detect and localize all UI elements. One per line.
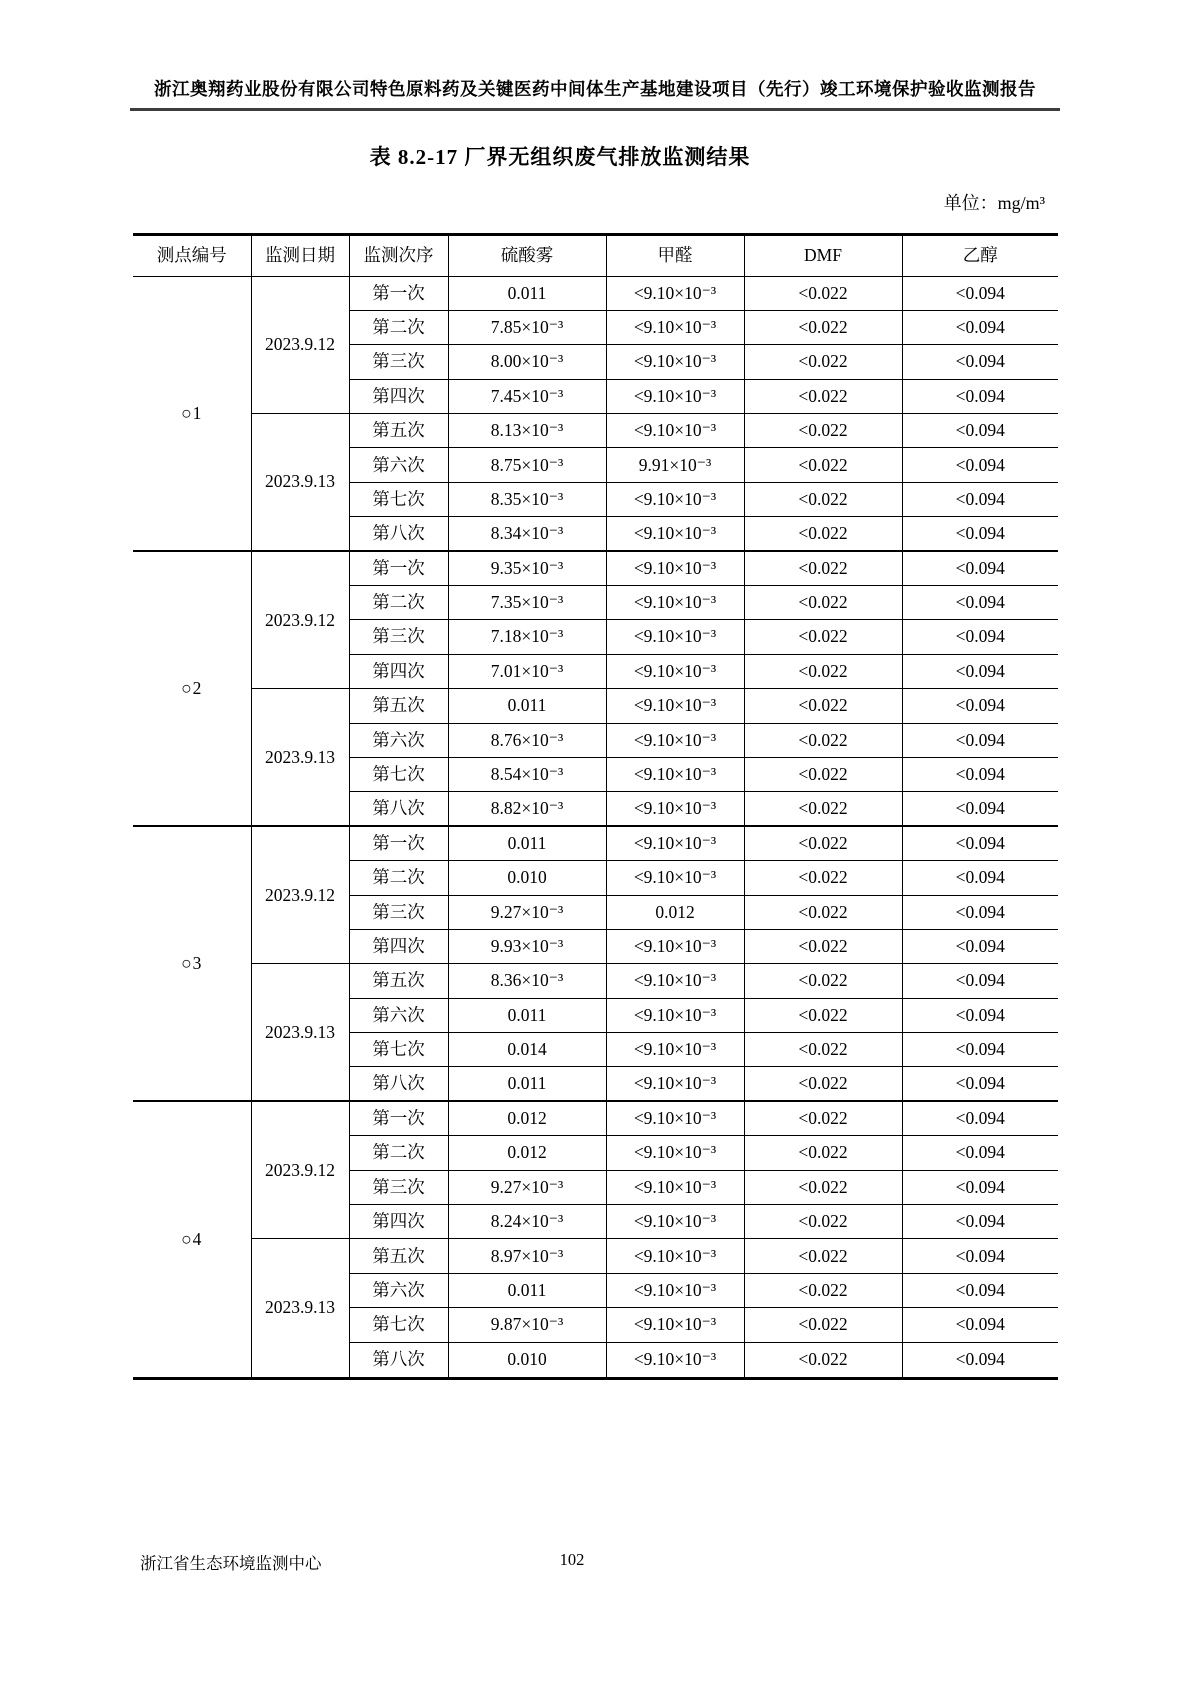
sequence-label: 第三次 <box>349 895 448 929</box>
table-row <box>133 1239 1058 1273</box>
value-dmf: <0.022 <box>744 1239 902 1273</box>
value-formaldehyde: <9.10×10⁻³ <box>606 757 744 791</box>
value-ethanol: <0.094 <box>902 517 1058 551</box>
table-row <box>133 1101 1058 1135</box>
value-ethanol: <0.094 <box>902 276 1058 310</box>
value-formaldehyde: <9.10×10⁻³ <box>606 1033 744 1067</box>
value-dmf: <0.022 <box>744 517 902 551</box>
sequence-label: 第七次 <box>349 482 448 516</box>
monitoring-date: 2023.9.13 <box>251 964 349 1102</box>
value-sulfuric-acid-mist: 8.97×10⁻³ <box>448 1239 606 1273</box>
col-header-date: 监测日期 <box>251 236 349 276</box>
monitoring-point: ○4 <box>133 1101 251 1376</box>
value-formaldehyde: <9.10×10⁻³ <box>606 1136 744 1170</box>
value-ethanol: <0.094 <box>902 414 1058 448</box>
value-ethanol: <0.094 <box>902 1136 1058 1170</box>
value-formaldehyde: <9.10×10⁻³ <box>606 1067 744 1101</box>
monitoring-date: 2023.9.13 <box>251 414 349 552</box>
sequence-label: 第六次 <box>349 998 448 1032</box>
sequence-label: 第五次 <box>349 964 448 998</box>
table-row <box>133 689 1058 723</box>
value-dmf: <0.022 <box>744 414 902 448</box>
value-ethanol: <0.094 <box>902 1101 1058 1135</box>
value-dmf: <0.022 <box>744 1101 902 1135</box>
value-formaldehyde: <9.10×10⁻³ <box>606 586 744 620</box>
table-row <box>133 551 1058 585</box>
unit-label: 单位：mg/m³ <box>943 193 1045 213</box>
value-formaldehyde: <9.10×10⁻³ <box>606 654 744 688</box>
table-body <box>133 276 1058 1377</box>
value-ethanol: <0.094 <box>902 1205 1058 1239</box>
sequence-label: 第八次 <box>349 792 448 826</box>
value-dmf: <0.022 <box>744 1170 902 1204</box>
sequence-label: 第七次 <box>349 1308 448 1342</box>
monitoring-date: 2023.9.12 <box>251 551 349 689</box>
value-sulfuric-acid-mist: 0.010 <box>448 1342 606 1376</box>
page-number: 102 <box>559 1550 585 1569</box>
value-ethanol: <0.094 <box>902 586 1058 620</box>
value-sulfuric-acid-mist: 9.27×10⁻³ <box>448 1170 606 1204</box>
value-formaldehyde: <9.10×10⁻³ <box>606 723 744 757</box>
value-dmf: <0.022 <box>744 345 902 379</box>
value-sulfuric-acid-mist: 8.75×10⁻³ <box>448 448 606 482</box>
value-formaldehyde: <9.10×10⁻³ <box>606 517 744 551</box>
sequence-label: 第五次 <box>349 1239 448 1273</box>
value-formaldehyde: <9.10×10⁻³ <box>606 1342 744 1376</box>
value-sulfuric-acid-mist: 7.18×10⁻³ <box>448 620 606 654</box>
sequence-label: 第七次 <box>349 757 448 791</box>
value-dmf: <0.022 <box>744 929 902 963</box>
sequence-label: 第六次 <box>349 448 448 482</box>
sequence-label: 第八次 <box>349 517 448 551</box>
value-ethanol: <0.094 <box>902 826 1058 860</box>
value-sulfuric-acid-mist: 9.27×10⁻³ <box>448 895 606 929</box>
value-ethanol: <0.094 <box>902 620 1058 654</box>
value-dmf: <0.022 <box>744 1308 902 1342</box>
col-header-point: 测点编号 <box>133 236 251 276</box>
value-dmf: <0.022 <box>744 482 902 516</box>
value-dmf: <0.022 <box>744 620 902 654</box>
value-sulfuric-acid-mist: 8.76×10⁻³ <box>448 723 606 757</box>
value-dmf: <0.022 <box>744 1342 902 1376</box>
value-sulfuric-acid-mist: 0.010 <box>448 861 606 895</box>
sequence-label: 第一次 <box>349 276 448 310</box>
sequence-label: 第六次 <box>349 1273 448 1307</box>
value-formaldehyde: <9.10×10⁻³ <box>606 1273 744 1307</box>
value-ethanol: <0.094 <box>902 964 1058 998</box>
value-formaldehyde: <9.10×10⁻³ <box>606 620 744 654</box>
value-formaldehyde: <9.10×10⁻³ <box>606 345 744 379</box>
value-formaldehyde: <9.10×10⁻³ <box>606 1239 744 1273</box>
value-sulfuric-acid-mist: 8.24×10⁻³ <box>448 1205 606 1239</box>
monitoring-date: 2023.9.13 <box>251 689 349 827</box>
value-ethanol: <0.094 <box>902 757 1058 791</box>
sequence-label: 第四次 <box>349 1205 448 1239</box>
sequence-label: 第四次 <box>349 654 448 688</box>
value-ethanol: <0.094 <box>902 895 1058 929</box>
value-ethanol: <0.094 <box>902 1170 1058 1204</box>
value-sulfuric-acid-mist: 7.85×10⁻³ <box>448 310 606 344</box>
sequence-label: 第三次 <box>349 620 448 654</box>
value-formaldehyde: <9.10×10⁻³ <box>606 792 744 826</box>
value-ethanol: <0.094 <box>902 998 1058 1032</box>
value-formaldehyde: <9.10×10⁻³ <box>606 1170 744 1204</box>
value-dmf: <0.022 <box>744 551 902 585</box>
value-dmf: <0.022 <box>744 1205 902 1239</box>
monitoring-point: ○3 <box>133 826 251 1101</box>
value-sulfuric-acid-mist: 9.87×10⁻³ <box>448 1308 606 1342</box>
table-row <box>133 276 1058 310</box>
value-formaldehyde: <9.10×10⁻³ <box>606 276 744 310</box>
value-ethanol: <0.094 <box>902 551 1058 585</box>
value-formaldehyde: 9.91×10⁻³ <box>606 448 744 482</box>
sequence-label: 第八次 <box>349 1342 448 1376</box>
value-dmf: <0.022 <box>744 276 902 310</box>
value-sulfuric-acid-mist: 0.011 <box>448 1273 606 1307</box>
table-row <box>133 414 1058 448</box>
value-sulfuric-acid-mist: 8.82×10⁻³ <box>448 792 606 826</box>
value-sulfuric-acid-mist: 0.011 <box>448 1067 606 1101</box>
col-header-ethanol: 乙醇 <box>902 236 1058 276</box>
value-dmf: <0.022 <box>744 1067 902 1101</box>
value-ethanol: <0.094 <box>902 482 1058 516</box>
value-sulfuric-acid-mist: 0.012 <box>448 1136 606 1170</box>
page-title: 表 8.2-17 厂界无组织废气排放监测结果 <box>369 145 751 169</box>
value-sulfuric-acid-mist: 8.36×10⁻³ <box>448 964 606 998</box>
monitoring-table <box>133 236 1058 1377</box>
col-header-formaldehyde: 甲醛 <box>606 236 744 276</box>
value-dmf: <0.022 <box>744 895 902 929</box>
value-ethanol: <0.094 <box>902 1342 1058 1376</box>
sequence-label: 第一次 <box>349 826 448 860</box>
table-row <box>133 964 1058 998</box>
value-ethanol: <0.094 <box>902 1273 1058 1307</box>
col-header-dmf: DMF <box>744 236 902 276</box>
value-formaldehyde: <9.10×10⁻³ <box>606 1205 744 1239</box>
monitoring-date: 2023.9.12 <box>251 1101 349 1239</box>
value-formaldehyde: <9.10×10⁻³ <box>606 482 744 516</box>
monitoring-date: 2023.9.12 <box>251 276 349 414</box>
table-header-row <box>133 236 1058 276</box>
value-formaldehyde: <9.10×10⁻³ <box>606 551 744 585</box>
value-formaldehyde: <9.10×10⁻³ <box>606 929 744 963</box>
value-ethanol: <0.094 <box>902 1033 1058 1067</box>
header-rule <box>130 108 1060 111</box>
value-dmf: <0.022 <box>744 310 902 344</box>
sequence-label: 第八次 <box>349 1067 448 1101</box>
value-ethanol: <0.094 <box>902 723 1058 757</box>
value-dmf: <0.022 <box>744 379 902 413</box>
value-ethanol: <0.094 <box>902 1308 1058 1342</box>
value-sulfuric-acid-mist: 7.45×10⁻³ <box>448 379 606 413</box>
value-sulfuric-acid-mist: 8.54×10⁻³ <box>448 757 606 791</box>
value-sulfuric-acid-mist: 8.13×10⁻³ <box>448 414 606 448</box>
sequence-label: 第一次 <box>349 1101 448 1135</box>
value-formaldehyde: <9.10×10⁻³ <box>606 379 744 413</box>
value-sulfuric-acid-mist: 0.011 <box>448 826 606 860</box>
value-sulfuric-acid-mist: 0.011 <box>448 276 606 310</box>
sequence-label: 第三次 <box>349 1170 448 1204</box>
value-sulfuric-acid-mist: 0.011 <box>448 689 606 723</box>
value-ethanol: <0.094 <box>902 654 1058 688</box>
monitoring-date: 2023.9.12 <box>251 826 349 964</box>
value-formaldehyde: <9.10×10⁻³ <box>606 1101 744 1135</box>
value-formaldehyde: <9.10×10⁻³ <box>606 310 744 344</box>
sequence-label: 第一次 <box>349 551 448 585</box>
value-formaldehyde: <9.10×10⁻³ <box>606 861 744 895</box>
value-formaldehyde: <9.10×10⁻³ <box>606 689 744 723</box>
value-dmf: <0.022 <box>744 1273 902 1307</box>
value-formaldehyde: <9.10×10⁻³ <box>606 998 744 1032</box>
monitoring-point: ○1 <box>133 276 251 551</box>
document-header-text: 浙江奥翔药业股份有限公司特色原料药及关键医药中间体生产基地建设项目（先行）竣工环境保护验收监测报告 <box>154 79 1036 99</box>
value-ethanol: <0.094 <box>902 861 1058 895</box>
value-dmf: <0.022 <box>744 826 902 860</box>
value-formaldehyde: <9.10×10⁻³ <box>606 414 744 448</box>
value-ethanol: <0.094 <box>902 1067 1058 1101</box>
value-dmf: <0.022 <box>744 1136 902 1170</box>
sequence-label: 第六次 <box>349 723 448 757</box>
value-formaldehyde: 0.012 <box>606 895 744 929</box>
value-formaldehyde: <9.10×10⁻³ <box>606 826 744 860</box>
footer-organization: 浙江省生态环境监测中心 <box>140 1554 322 1573</box>
value-sulfuric-acid-mist: 0.014 <box>448 1033 606 1067</box>
sequence-label: 第五次 <box>349 689 448 723</box>
value-sulfuric-acid-mist: 8.35×10⁻³ <box>448 482 606 516</box>
col-header-sequence: 监测次序 <box>349 236 448 276</box>
value-ethanol: <0.094 <box>902 689 1058 723</box>
sequence-label: 第三次 <box>349 345 448 379</box>
value-dmf: <0.022 <box>744 654 902 688</box>
value-dmf: <0.022 <box>744 964 902 998</box>
value-sulfuric-acid-mist: 9.93×10⁻³ <box>448 929 606 963</box>
table-header-row <box>133 236 1058 276</box>
value-sulfuric-acid-mist: 7.35×10⁻³ <box>448 586 606 620</box>
sequence-label: 第四次 <box>349 379 448 413</box>
value-dmf: <0.022 <box>744 792 902 826</box>
value-sulfuric-acid-mist: 0.011 <box>448 998 606 1032</box>
monitoring-point: ○2 <box>133 551 251 826</box>
value-dmf: <0.022 <box>744 1033 902 1067</box>
value-ethanol: <0.094 <box>902 310 1058 344</box>
value-sulfuric-acid-mist: 9.35×10⁻³ <box>448 551 606 585</box>
value-sulfuric-acid-mist: 8.00×10⁻³ <box>448 345 606 379</box>
value-ethanol: <0.094 <box>902 345 1058 379</box>
monitoring-date: 2023.9.13 <box>251 1239 349 1377</box>
value-dmf: <0.022 <box>744 757 902 791</box>
value-dmf: <0.022 <box>744 689 902 723</box>
value-sulfuric-acid-mist: 8.34×10⁻³ <box>448 517 606 551</box>
sequence-label: 第四次 <box>349 929 448 963</box>
value-ethanol: <0.094 <box>902 448 1058 482</box>
value-ethanol: <0.094 <box>902 379 1058 413</box>
sequence-label: 第二次 <box>349 861 448 895</box>
sequence-label: 第二次 <box>349 310 448 344</box>
value-dmf: <0.022 <box>744 998 902 1032</box>
value-sulfuric-acid-mist: 0.012 <box>448 1101 606 1135</box>
monitoring-table-wrapper <box>133 233 1058 1380</box>
value-formaldehyde: <9.10×10⁻³ <box>606 964 744 998</box>
sequence-label: 第二次 <box>349 586 448 620</box>
sequence-label: 第二次 <box>349 1136 448 1170</box>
table-row <box>133 826 1058 860</box>
value-formaldehyde: <9.10×10⁻³ <box>606 1308 744 1342</box>
value-ethanol: <0.094 <box>902 929 1058 963</box>
col-header-sulfuric-acid-mist: 硫酸雾 <box>448 236 606 276</box>
value-dmf: <0.022 <box>744 861 902 895</box>
value-dmf: <0.022 <box>744 448 902 482</box>
value-dmf: <0.022 <box>744 723 902 757</box>
value-ethanol: <0.094 <box>902 1239 1058 1273</box>
sequence-label: 第五次 <box>349 414 448 448</box>
sequence-label: 第七次 <box>349 1033 448 1067</box>
value-dmf: <0.022 <box>744 586 902 620</box>
value-sulfuric-acid-mist: 7.01×10⁻³ <box>448 654 606 688</box>
value-ethanol: <0.094 <box>902 792 1058 826</box>
